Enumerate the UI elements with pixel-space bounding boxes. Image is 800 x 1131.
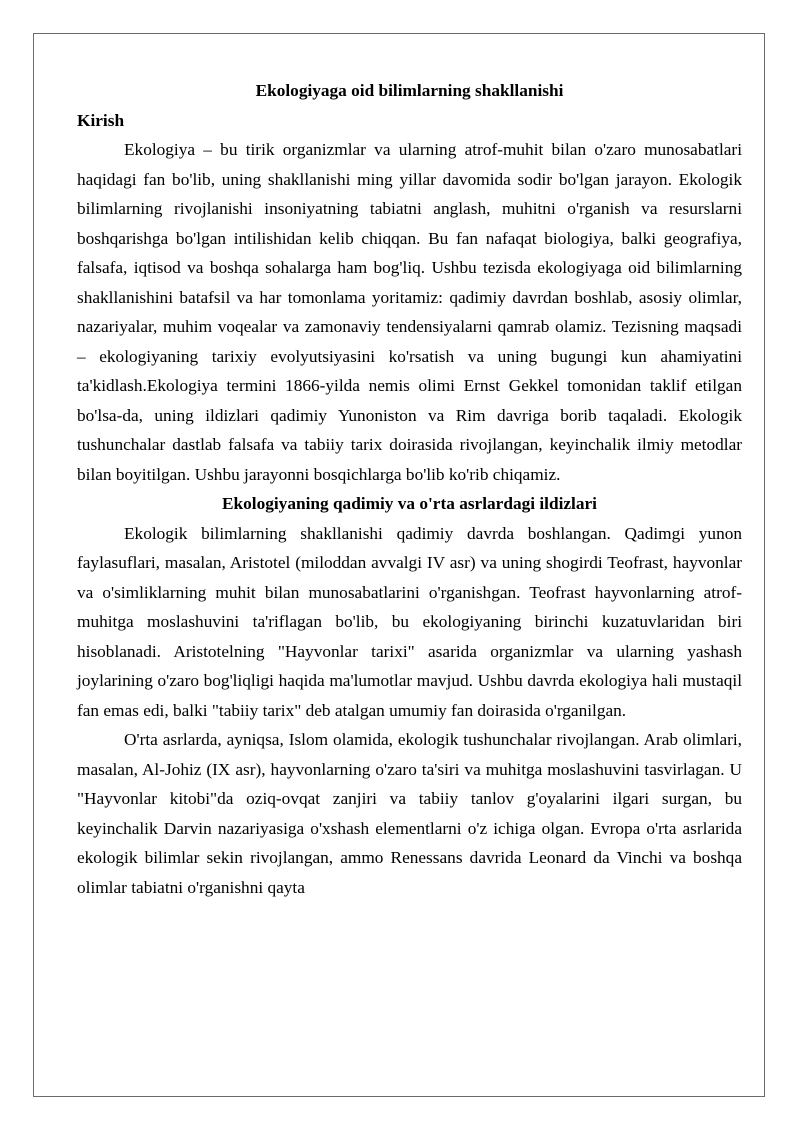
intro-paragraph: Ekologiya – bu tirik organizmlar va ularning atrof-muhit bilan o'zaro munosabatlari haqidagi fan bo'lib, uning shakllanishi ming yillar davomida sodir bo'lgan jarayon. Ekologik bilimlarning rivojlanishi insoniyatning tabiatni anglash, muhitni o'rganish va resurslarni boshqarishga bo'lgan intilishidan kelib chiqqan. Bu fan nafaqat biologiya, balki geografiya, falsafa, iqtisod va boshqa sohalarga ham bog'liq. Ushbu tezisda ekologiyaga oid bilimlarning shakllanishini batafsil va har tomonlama yoritamiz: qadimiy davrdan boshlab, asosiy olimlar, nazariyalar, muhim voqealar va zamonaviy tendensiyalarni qamrab olamiz. Tezisning maqsadi – ekologiyaning tarixiy evolyutsiyasini ko'rsatish va uning bugungi kun ahamiyatini ta'kidlash.Ekologiya termini 1866-yilda nemis olimi Ernst Gekkel tomonidan taklif etilgan bo'lsa-da, uning ildizlari qadimiy Yunoniston va Rim davriga borib taqaladi. Ekologik tushunchalar dastlab falsafa va tabiiy tarix doirasida rivojlangan, keyinchalik ilmiy metodlar bilan boyitilgan. Ushbu jarayonni bosqichlarga bo'lib ko'rib chiqamiz.	[77, 140, 742, 484]
section-paragraph-2: O'rta asrlarda, ayniqsa, Islom olamida, ekologik tushunchalar rivojlangan. Arab olimlari, masalan, Al-Johiz (IX asr), hayvonlarning o'zaro ta'siri va muhitga moslashuvini tasvirlagan. U "Hayvonlar kitobi"da oziq-ovqat zanjiri va tabiiy tanlov g'oyalarini ilgari surgan, bu keyinchalik Darvin nazariyasiga o'xshash elementlarni o'z ichiga olgan. Evropa o'rta asrlarida ekologik bilimlar sekin rivojlangan, ammo Renessans davrida Leonard da Vinchi va boshqa olimlar tabiatni o'rganishni qayta	[77, 730, 742, 897]
intro-heading: Kirish	[77, 110, 125, 130]
section-paragraph-1: Ekologik bilimlarning shakllanishi qadimiy davrda boshlangan. Qadimgi yunon faylasuflari, masalan, Aristotel (miloddan avvalgi IV asr) va uning shogirdi Teofrast, hayvonlar va o'simliklarning muhit bilan munosabatlarini o'rganishgan. Teofrast hayvonlarning atrof-muhitga moslashuvini ta'riflagan bo'lib, bu ekologiyaning birinchi kuzatuvlaridan biri hisoblanadi. Aristotelning "Hayvonlar tarixi" asarida organizmlar va ularning yashash joylarining o'zaro bog'liqligi haqida ma'lumotlar mavjud. Ushbu davrda ekologiya hali mustaqil fan emas edi, balki "tabiiy tarix" deb atalgan umumiy fan doirasida o'rganilgan.	[77, 523, 742, 720]
section-heading: Ekologiyaning qadimiy va o'rta asrlardagi ildizlari	[222, 494, 597, 513]
document-title: Ekologiyaga oid bilimlarning shakllanishi	[255, 81, 564, 100]
document-body	[77, 76, 742, 902]
